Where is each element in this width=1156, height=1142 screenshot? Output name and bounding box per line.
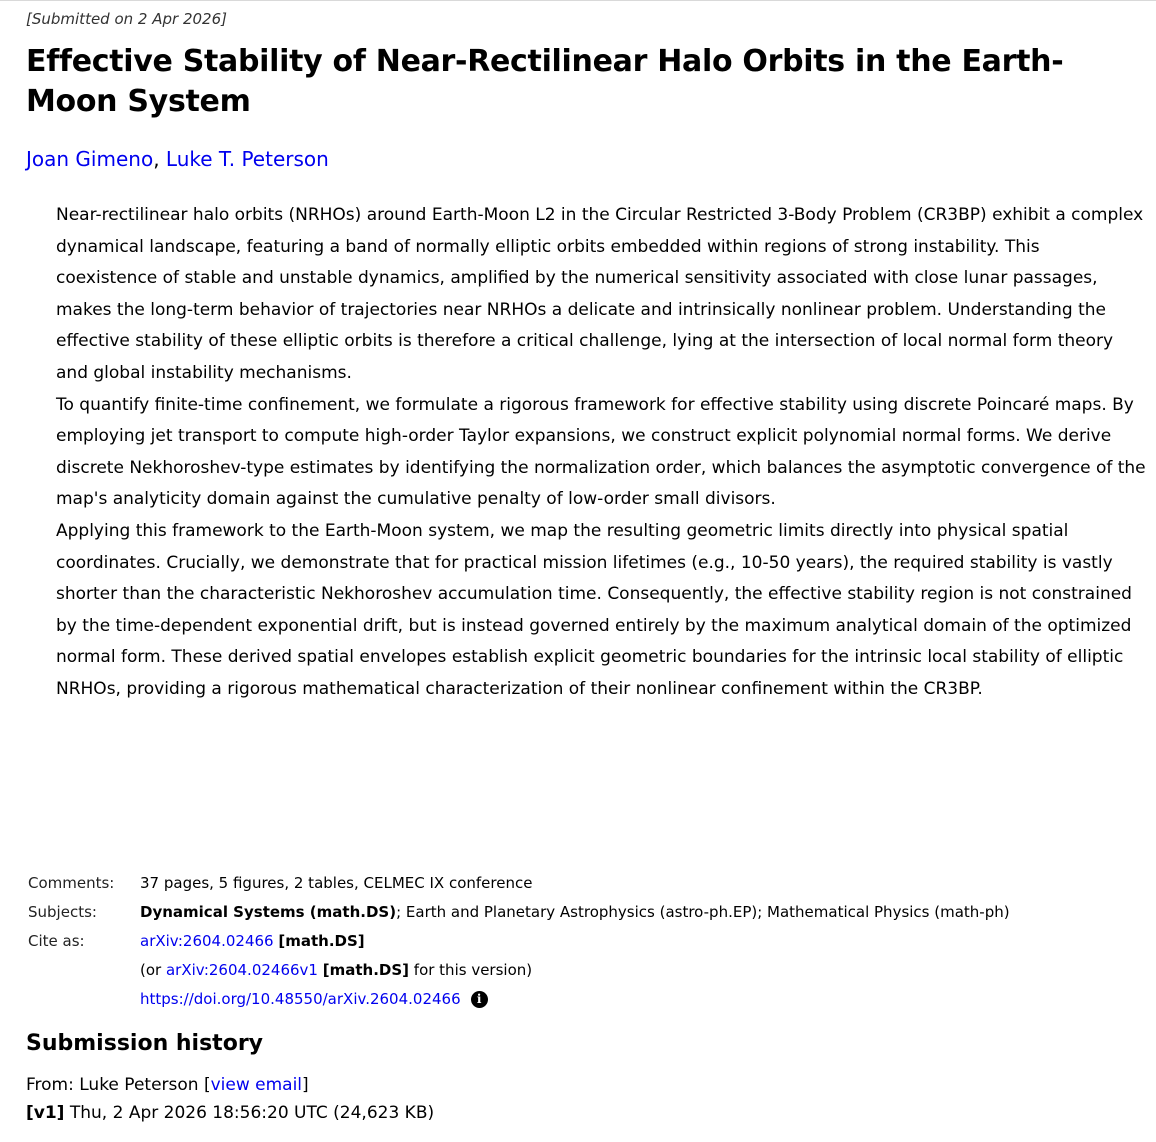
- comments-value: 37 pages, 5 figures, 2 tables, CELMEC IX conference: [140, 873, 533, 892]
- submission-history: [26, 1071, 434, 1127]
- subjects-value: [140, 897, 1010, 926]
- metadata-table: [28, 868, 1010, 1013]
- abstract-paragraph-3: Applying this framework to the Earth-Moon system, we map the resulting geometric limits directly into physical spatial coordinates. Crucially, we demonstrate that for practical mission lifetimes (e.g., 10-50 years), the required stability is vastly shorter than the characteristic Nekhoroshev accumulation time. Consequently, the effective stability region is not constrained by the time-dependent exponential drift, but is instead governed entirely by the maximum analytical domain of the optimized normal form. These derived spatial envelopes establish explicit geometric boundaries for the intrinsic local stability of elliptic NRHOs, providing a rigorous mathematical characterization of their nonlinear confinement within the CR3BP.: [56, 520, 1132, 699]
- submitter-line: From: Luke Peterson [view email]: [26, 1075, 309, 1095]
- abstract-paragraph-1: Near-rectilinear halo orbits (NRHOs) around Earth-Moon L2 in the Circular Restricted 3-Body Problem (CR3BP) exhibit a complex dynamical landscape, featuring a band of normally elliptic orbits embedded within regions of strong instability. This coexistence of stable and unstable dynamics, amplified by the numerical sensitivity associated with close lunar passages, makes the long-term behavior of trajectories near NRHOs a delicate and intrinsically nonlinear problem. Understanding the effective stability of these elliptic orbits is therefore a critical challenge, lying at the intersection of local normal form theory and global instability mechanisms.: [56, 205, 1144, 383]
- view-email-link[interactable]: view email: [210, 1075, 303, 1095]
- version-details: Thu, 2 Apr 2026 18:56:20 UTC (24,623 KB): [64, 1103, 435, 1123]
- primary-subject: Dynamical Systems (math.DS): [140, 902, 397, 921]
- info-icon[interactable]: i: [471, 991, 488, 1008]
- top-divider: [0, 0, 1156, 1]
- version-line: [26, 1099, 434, 1127]
- author-separator: ,: [153, 147, 166, 171]
- abstract-paragraph-2: To quantify finite-time confinement, we formulate a rigorous framework for effective stability using discrete Poincaré maps. By employing jet transport to compute high-order Taylor expansions, we construct explicit polynomial normal forms. We derive discrete Nekhoroshev-type estimates by identifying the normalization order, which balances the asymptotic convergence of the map's analyticity domain against the cumulative penalty of low-order small divisors.: [56, 394, 1146, 510]
- doi-row: [28, 984, 1010, 1013]
- arxiv-class: [math.DS]: [278, 931, 365, 950]
- arxiv-id-link[interactable]: arXiv:2604.02466: [140, 931, 274, 950]
- submission-date: [Submitted on 2 Apr 2026]: [26, 10, 227, 28]
- paper-title: Effective Stability of Near-Rectilinear Halo Orbits in the Earth-Moon System: [26, 44, 1064, 119]
- other-subjects: ; Earth and Planetary Astrophysics (astro-ph.EP); Mathematical Physics (math-ph): [396, 902, 1010, 921]
- cite-row: [28, 926, 1010, 955]
- abstract: [56, 200, 1146, 706]
- subjects-label: Subjects:: [28, 902, 97, 921]
- arxiv-version-link[interactable]: arXiv:2604.02466v1: [165, 960, 318, 979]
- version-value: (or arXiv:2604.02466v1 [math.DS] for this version): [140, 960, 533, 979]
- cite-value: [140, 926, 1010, 955]
- doi-link[interactable]: https://doi.org/10.48550/arXiv.2604.02466: [140, 989, 461, 1008]
- authors-list: [26, 147, 329, 171]
- version-class: [math.DS]: [322, 960, 410, 979]
- comments-row: [28, 868, 1010, 897]
- doi-value: [140, 984, 1010, 1013]
- submission-history-heading: Submission history: [26, 1031, 264, 1056]
- author-link-peterson[interactable]: Luke T. Peterson: [165, 147, 329, 171]
- version-row: [28, 955, 1010, 984]
- author-link-gimeno[interactable]: Joan Gimeno: [26, 147, 154, 171]
- version-label: [v1]: [26, 1103, 65, 1123]
- cite-label: Cite as:: [28, 931, 85, 950]
- comments-label: Comments:: [28, 873, 115, 892]
- subjects-row: [28, 897, 1010, 926]
